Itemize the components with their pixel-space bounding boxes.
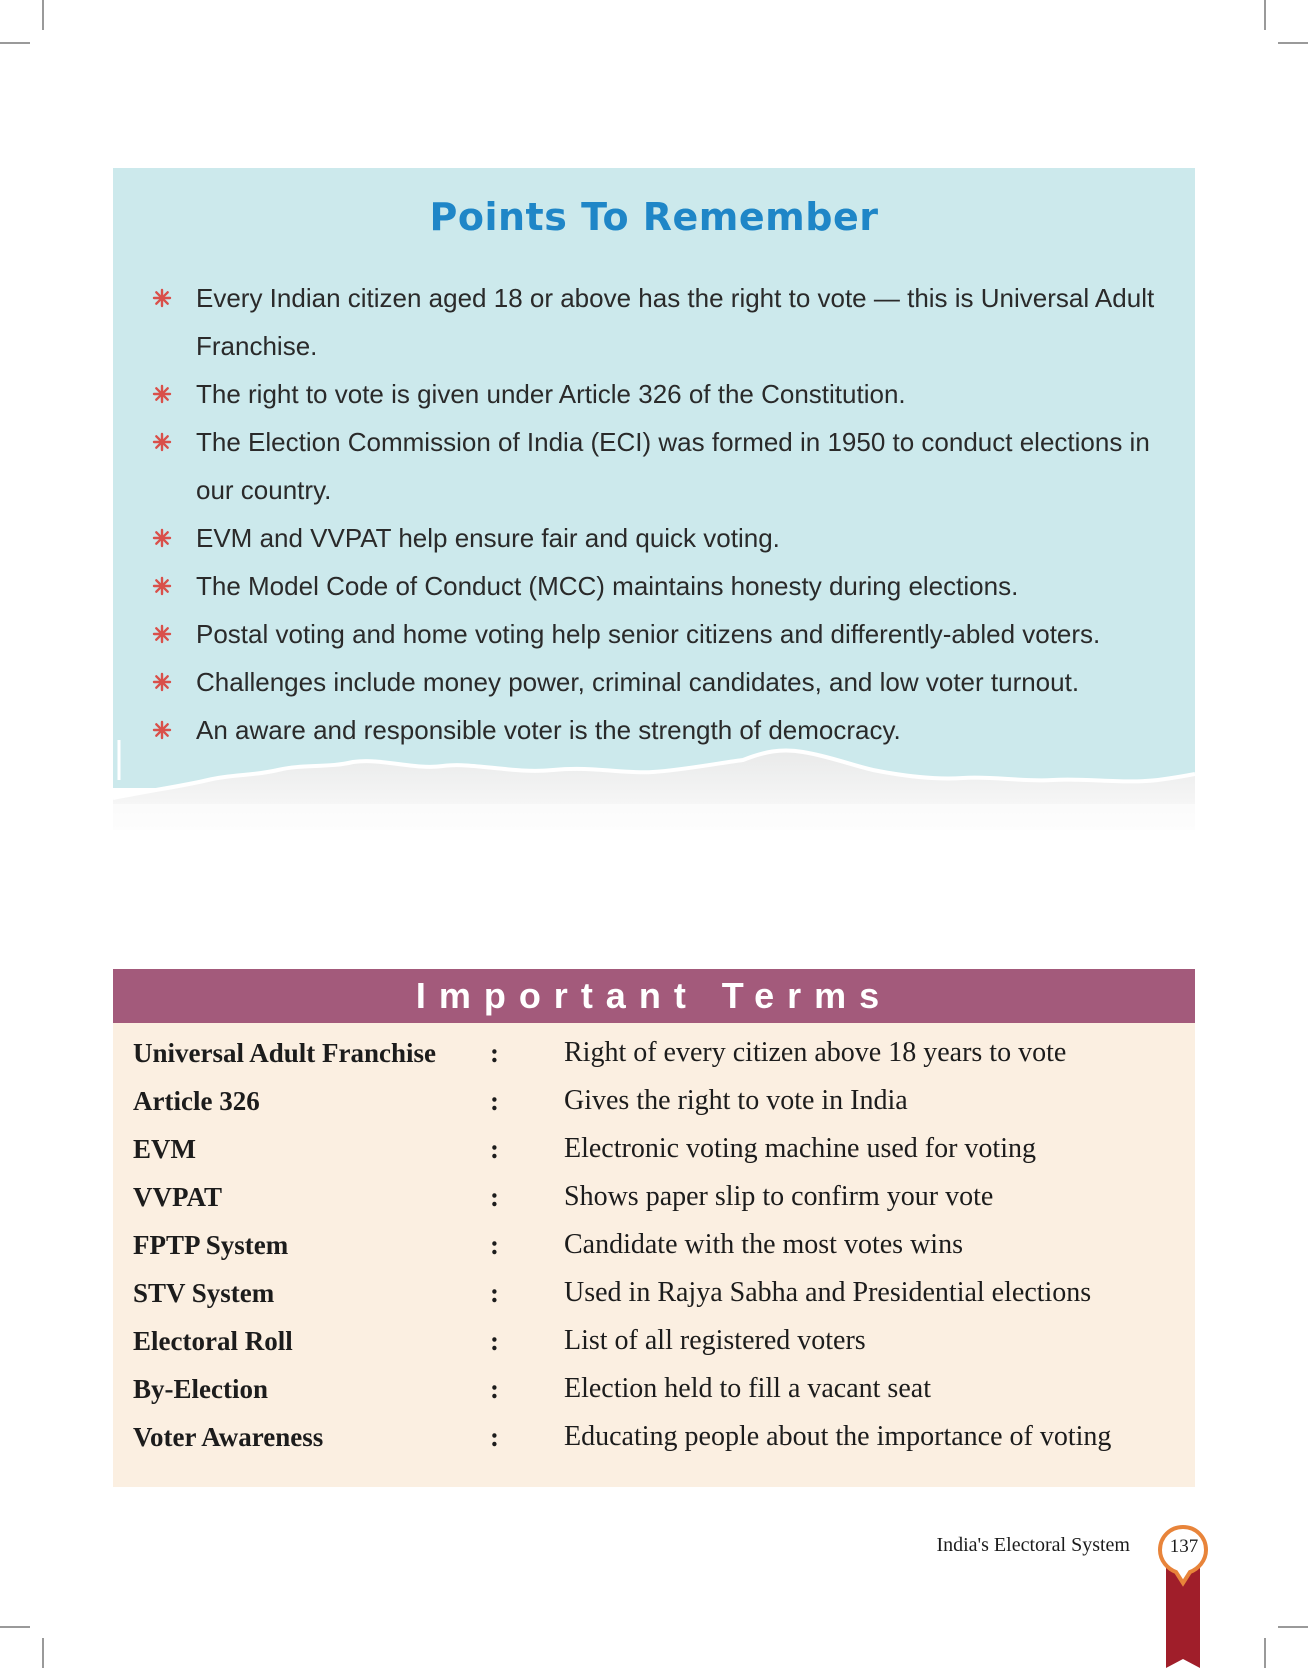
point-text: The right to vote is given under Article 326 of the Constitution. [196,379,906,409]
list-item [150,658,1170,706]
point-text-continued: Franchise. [196,331,318,361]
list-item [150,514,1170,562]
list-item [150,274,1170,370]
term-separator: : [490,1326,499,1356]
page-number: 137 [1169,1536,1199,1557]
table-row [113,1221,1195,1269]
table-row [113,1269,1195,1317]
crop-mark [42,0,44,30]
crop-mark [42,1638,44,1668]
torn-paper-edge [113,740,1195,860]
term-definition: Gives the right to vote in India [564,1085,908,1116]
list-item [150,418,1170,514]
list-item [150,370,1170,418]
table-row [113,1317,1195,1365]
important-terms-table [113,1023,1195,1487]
term-name: VVPAT [133,1182,222,1212]
term-definition: Electronic voting machine used for voting [564,1133,1036,1164]
table-row [113,1125,1195,1173]
point-text: The Election Commission of India (ECI) was formed in 1950 to conduct elections in [196,427,1150,457]
point-text: Challenges include money power, criminal candidates, and low voter turnout. [196,667,1080,697]
term-separator: : [490,1038,499,1068]
term-separator: : [490,1182,499,1212]
term-separator: : [490,1374,499,1404]
table-row [113,1413,1195,1461]
table-row [113,1365,1195,1413]
term-name: FPTP System [133,1230,289,1260]
term-name: By-Election [133,1374,268,1404]
term-name: Universal Adult Franchise [133,1038,437,1068]
term-name: Voter Awareness [133,1422,324,1452]
table-row [113,1173,1195,1221]
crop-mark [0,1626,30,1628]
points-list [150,274,1170,754]
term-definition: Election held to fill a vacant seat [564,1373,931,1404]
flower-bullet-icon [152,528,172,548]
list-item [150,562,1170,610]
chapter-title: India's Electoral System [936,1534,1130,1556]
term-name: STV System [133,1278,275,1308]
term-separator: : [490,1422,499,1452]
crop-mark [1264,0,1266,30]
flower-bullet-icon [152,288,172,308]
term-name: EVM [133,1134,196,1164]
points-to-remember-title: Points To Remember [429,195,879,239]
list-item [150,706,1170,754]
term-separator: : [490,1134,499,1164]
flower-bullet-icon [152,576,172,596]
table-row [113,1077,1195,1125]
point-text: EVM and VVPAT help ensure fair and quick voting. [196,523,780,553]
term-separator: : [490,1230,499,1260]
crop-mark [1278,1626,1308,1628]
list-item [150,610,1170,658]
point-text: Every Indian citizen aged 18 or above has the right to vote — this is Universal Adult [196,283,1155,313]
point-text-continued: our country. [196,475,332,505]
term-definition: Right of every citizen above 18 years to vote [564,1037,1067,1068]
term-name: Electoral Roll [133,1326,293,1356]
flower-bullet-icon [152,672,172,692]
crop-mark [1278,42,1308,44]
flower-bullet-icon [152,384,172,404]
term-separator: : [490,1086,499,1116]
point-text: The Model Code of Conduct (MCC) maintains honesty during elections. [196,571,1019,601]
crop-mark [0,42,30,44]
point-text: An aware and responsible voter is the strength of democracy. [196,715,901,745]
flower-bullet-icon [152,432,172,452]
flower-bullet-icon [152,720,172,740]
important-terms-title: Important Terms [113,969,1195,1023]
table-row [113,1029,1195,1077]
point-text: Postal voting and home voting help senior citizens and differently-abled voters. [196,619,1101,649]
crop-mark [1264,1638,1266,1668]
term-definition: List of all registered voters [564,1325,866,1356]
term-definition: Used in Rajya Sabha and Presidential elections [564,1277,1092,1308]
term-definition: Shows paper slip to confirm your vote [564,1181,994,1212]
term-definition: Candidate with the most votes wins [564,1229,963,1260]
term-name: Article 326 [133,1086,260,1116]
term-definition: Educating people about the importance of voting [564,1421,1112,1452]
term-separator: : [490,1278,499,1308]
flower-bullet-icon [152,624,172,644]
